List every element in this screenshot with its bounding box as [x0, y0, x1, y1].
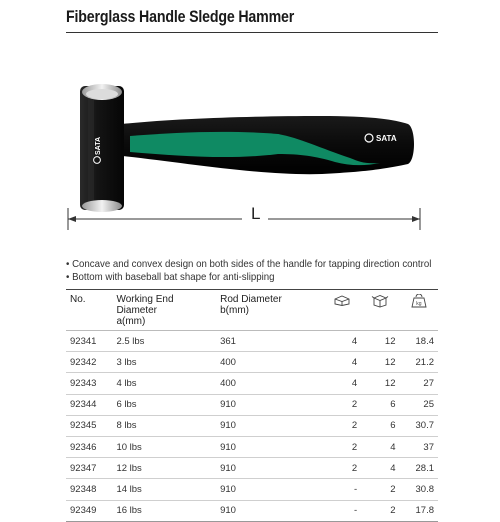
cell-rod: 910: [216, 436, 323, 457]
cell-no: 92348: [66, 479, 112, 500]
cell-q2: 4: [361, 458, 399, 479]
cell-q1: 2: [323, 394, 361, 415]
cell-no: 92345: [66, 415, 112, 436]
cell-working-end: 6 lbs: [112, 394, 216, 415]
svg-text:SATA: SATA: [376, 134, 397, 143]
cell-q2: 12: [361, 373, 399, 394]
cell-no: 92343: [66, 373, 112, 394]
cell-rod: 361: [216, 331, 323, 352]
cell-rod: 910: [216, 394, 323, 415]
length-dimension-arrow: [60, 200, 430, 240]
header-carton: [361, 292, 399, 331]
header-rod-line1: Rod Diameter: [220, 294, 282, 305]
table-row: [66, 415, 438, 436]
cell-rod: 910: [216, 479, 323, 500]
table-header-row: [66, 292, 438, 331]
cell-working-end: 8 lbs: [112, 415, 216, 436]
cell-q3: 30.7: [400, 415, 439, 436]
cell-working-end: 12 lbs: [112, 458, 216, 479]
header-working-end-line1: Working End Diameter: [116, 294, 174, 316]
cell-rod: 910: [216, 458, 323, 479]
cell-working-end: 10 lbs: [112, 436, 216, 457]
table-row: [66, 500, 438, 521]
cell-rod: 910: [216, 415, 323, 436]
cell-q1: -: [323, 500, 361, 521]
title-divider: [66, 32, 438, 33]
cell-working-end: 3 lbs: [112, 352, 216, 373]
cell-q2: 2: [361, 500, 399, 521]
cell-q1: 2: [323, 436, 361, 457]
cell-q3: 17.8: [400, 500, 439, 521]
header-working-end: [112, 292, 216, 331]
cell-rod: 400: [216, 352, 323, 373]
table-row: [66, 373, 438, 394]
cell-q3: 18.4: [400, 331, 439, 352]
cell-working-end: 2.5 lbs: [112, 331, 216, 352]
header-inner-box: [323, 292, 361, 331]
cell-working-end: 4 lbs: [112, 373, 216, 394]
cell-q3: 30.8: [400, 479, 439, 500]
spec-table: [66, 292, 438, 522]
cell-no: 92344: [66, 394, 112, 415]
svg-text:SATA: SATA: [95, 136, 102, 155]
cell-q1: 4: [323, 373, 361, 394]
cell-q1: 4: [323, 352, 361, 373]
length-label: L: [251, 204, 261, 223]
cell-working-end: 14 lbs: [112, 479, 216, 500]
box-icon: [333, 294, 351, 306]
header-rod: [216, 292, 323, 331]
cell-no: 92341: [66, 331, 112, 352]
header-no: No.: [66, 292, 112, 331]
cell-q3: 21.2: [400, 352, 439, 373]
cell-rod: 910: [216, 500, 323, 521]
cell-q3: 28.1: [400, 458, 439, 479]
cell-q1: 2: [323, 458, 361, 479]
header-rod-line2: b(mm): [220, 305, 249, 316]
cell-q3: 25: [400, 394, 439, 415]
table-row: [66, 479, 438, 500]
feature-item: • Bottom with baseball bat shape for anti-slipping: [66, 271, 275, 283]
cell-q1: 2: [323, 415, 361, 436]
table-row: [66, 394, 438, 415]
cell-q2: 12: [361, 331, 399, 352]
feature-item: • Concave and convex design on both sides of the handle for tapping direction control: [66, 258, 432, 270]
cell-q2: 6: [361, 394, 399, 415]
table-row: [66, 458, 438, 479]
feature-list: [66, 258, 463, 284]
header-weight: [400, 292, 439, 331]
cell-working-end: 16 lbs: [112, 500, 216, 521]
table-row: [66, 352, 438, 373]
carton-icon: [371, 294, 389, 308]
cell-q2: 4: [361, 436, 399, 457]
cell-no: 92346: [66, 436, 112, 457]
page-title: Fiberglass Handle Sledge Hammer: [66, 8, 295, 26]
scale-weight-icon: [411, 294, 427, 308]
cell-q3: 37: [400, 436, 439, 457]
table-row: [66, 331, 438, 352]
header-working-end-line2: a(mm): [116, 316, 146, 327]
cell-q1: -: [323, 479, 361, 500]
svg-text:kg: kg: [415, 301, 422, 307]
cell-q2: 12: [361, 352, 399, 373]
cell-no: 92342: [66, 352, 112, 373]
cell-q2: 2: [361, 479, 399, 500]
cell-no: 92349: [66, 500, 112, 521]
hammer-image: [60, 78, 440, 218]
cell-q2: 6: [361, 415, 399, 436]
cell-q1: 4: [323, 331, 361, 352]
table-top-divider: [66, 289, 438, 290]
cell-rod: 400: [216, 373, 323, 394]
table-row: [66, 436, 438, 457]
cell-no: 92347: [66, 458, 112, 479]
cell-q3: 27: [400, 373, 439, 394]
